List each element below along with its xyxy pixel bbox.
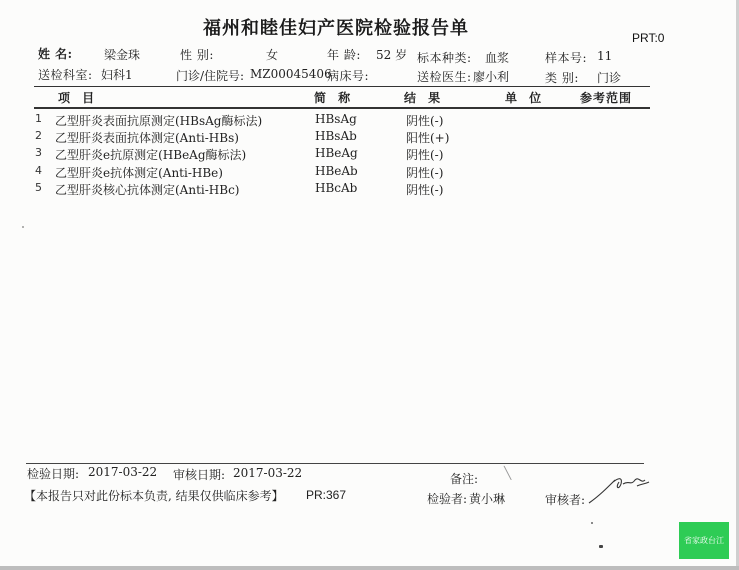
scan-speck: [591, 522, 593, 524]
tester-label: 检验者:: [427, 492, 468, 506]
row-result: 阴性(-): [406, 166, 444, 180]
row-result: 阴性(-): [406, 183, 444, 197]
footer-rule: [26, 463, 644, 464]
review-date-label: 审核日期:: [173, 468, 226, 482]
row-result: 阳性(+): [406, 131, 450, 145]
row-item: 乙型肝炎核心抗体测定(Anti-HBc): [55, 183, 240, 197]
patient-gender: 女: [266, 48, 279, 62]
header-rule-top: [34, 86, 650, 87]
specimen-type: 血浆: [485, 51, 510, 65]
sample-no: 11: [597, 49, 613, 63]
row-number: 4: [35, 164, 42, 177]
notes-mark-icon: ╲: [504, 466, 512, 480]
row-number: 2: [35, 129, 42, 142]
table-row: [0, 164, 739, 182]
table-row: [0, 146, 739, 164]
row-result: 阴性(-): [406, 114, 444, 128]
page-edge-bottom: [0, 566, 739, 570]
row-number: 5: [35, 181, 42, 194]
row-abbr: HBeAg: [315, 146, 358, 160]
row-abbr: HBsAb: [315, 129, 357, 143]
clinic-no-label: 门诊/住院号:: [176, 69, 245, 83]
header-rule-bottom: [34, 107, 650, 109]
test-date: 2017-03-22: [88, 465, 158, 479]
table-row: [0, 181, 739, 199]
specimen-type-label: 标本种类:: [417, 51, 472, 65]
green-stamp-badge: 省家政台江: [679, 522, 729, 559]
category-label: 类 别:: [545, 71, 579, 85]
clinic-no: MZ00045406: [250, 67, 332, 81]
scan-speck: [22, 226, 24, 228]
row-item: 乙型肝炎表面抗体测定(Anti-HBs): [55, 131, 239, 145]
row-number: 1: [35, 112, 42, 125]
report-title: 福州和睦佳妇产医院检验报告单: [203, 18, 469, 39]
row-item: 乙型肝炎e抗体测定(Anti-HBe): [55, 166, 223, 180]
test-date-label: 检验日期:: [27, 467, 80, 481]
col-head-item: 项 目: [58, 91, 99, 105]
bed-label: 病床号:: [327, 69, 370, 83]
table-row: [0, 112, 739, 130]
name-label: 姓 名:: [38, 47, 73, 61]
sample-no-label: 样本号:: [545, 51, 588, 65]
review-date: 2017-03-22: [233, 466, 303, 480]
reviewer-label: 审核者:: [545, 493, 586, 507]
col-head-unit: 单 位: [505, 91, 546, 105]
gender-label: 性 别:: [180, 48, 214, 62]
row-abbr: HBsAg: [315, 112, 357, 126]
col-head-abbr: 简 称: [314, 91, 355, 105]
doctor-label: 送检医生:: [417, 70, 472, 84]
print-code: PRT:0: [632, 31, 665, 45]
col-head-reference: 参考范围: [580, 91, 633, 105]
col-head-result: 结 果: [404, 91, 445, 105]
pr-code: PR:367: [306, 488, 347, 502]
row-item: 乙型肝炎表面抗原测定(HBsAg酶标法): [55, 114, 263, 128]
row-item: 乙型肝炎e抗原测定(HBeAg酶标法): [55, 148, 247, 162]
row-abbr: HBeAb: [315, 164, 358, 178]
row-abbr: HBcAb: [315, 181, 358, 195]
tester-name: 黄小琳: [469, 492, 506, 506]
dept-label: 送检科室:: [38, 68, 93, 82]
reviewer-signature-icon: [585, 470, 655, 506]
row-result: 阴性(-): [406, 148, 444, 162]
doctor-name: 廖小利: [473, 70, 510, 84]
disclaimer: 【本报告只对此份标本负责, 结果仅供临床参考】: [24, 489, 284, 503]
table-row: [0, 129, 739, 147]
row-number: 3: [35, 146, 42, 159]
dept-value: 妇科1: [101, 68, 133, 82]
patient-age: 52 岁: [376, 48, 408, 62]
age-label: 年 龄:: [327, 48, 361, 62]
notes-label: 备注:: [450, 472, 479, 486]
scan-speck: [599, 545, 603, 548]
patient-name: 梁金珠: [104, 48, 141, 62]
category-value: 门诊: [597, 71, 622, 85]
